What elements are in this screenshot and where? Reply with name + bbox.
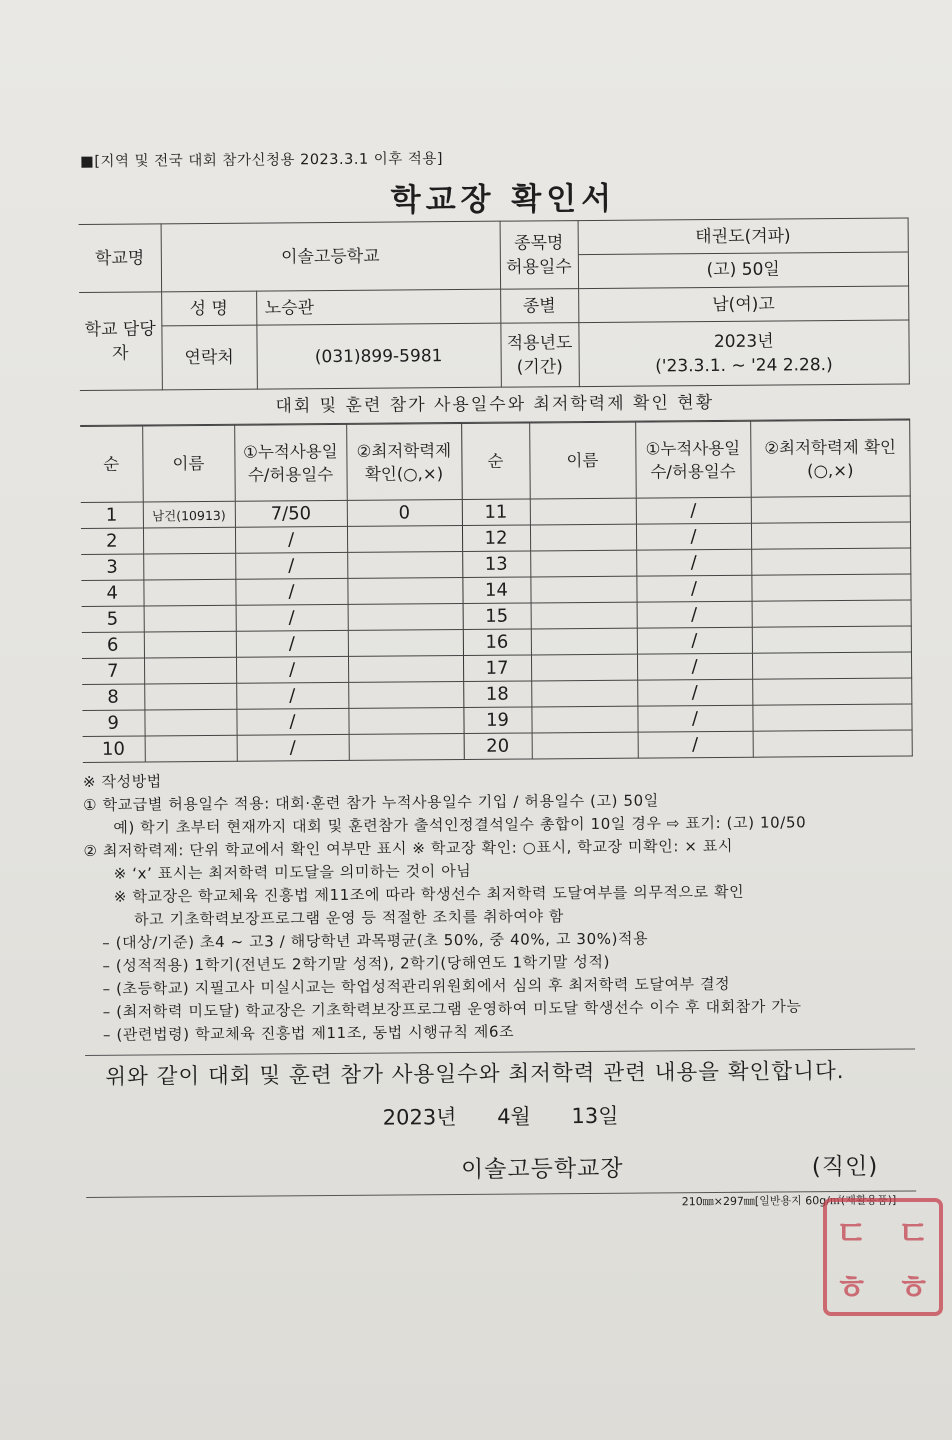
row-days-right: / (636, 575, 751, 602)
date-year: 2023년 (382, 1105, 457, 1130)
row-no-left: 8 (82, 684, 144, 710)
row-name-right (530, 550, 636, 577)
row-days-right: / (638, 731, 753, 758)
school-label: 학교명 (79, 224, 162, 293)
row-no-right: 20 (464, 733, 532, 760)
col-header-grade: ②최저학력제 확인(○,×) (346, 423, 462, 500)
row-days-right: / (637, 705, 752, 732)
row-days-right: / (637, 601, 752, 628)
guide-line: ※ 학교장은 학교체육 진흥법 제11조에 따라 학생선수 최저학력 도달여부를 의무적으로 확인 (113, 882, 745, 906)
event-value: 태권도(겨파) (578, 223, 908, 255)
row-no-right: 11 (462, 499, 530, 526)
name-label: 성 명 (161, 291, 256, 326)
row-no-right: 17 (463, 655, 531, 682)
row-name-right (532, 732, 638, 759)
contact-value: (031)899-5981 (256, 323, 501, 389)
guide-line: ① 학교급별 허용일수 적용: 대회·훈련 참가 누적사용일수 기입 / 허용일수 (고) 50일 (83, 791, 659, 814)
principal-text: 이솔고등학교장 (460, 1155, 624, 1184)
row-no-right: 19 (463, 707, 531, 734)
row-grade-left (348, 655, 463, 682)
row-days-right: / (636, 497, 751, 524)
principal-name (461, 1147, 916, 1184)
guide-line: ※ 작성방법 (82, 772, 162, 791)
row-days-left: / (236, 604, 348, 631)
header-note: ■[지역 및 전국 대회 참가신청용 2023.3.1 이후 적용] (80, 151, 444, 170)
row-grade-left (347, 525, 462, 552)
row-name-right (531, 602, 637, 629)
row-name-right (531, 628, 637, 655)
allowed-value: (고) 50일 (706, 259, 780, 281)
name-value: 노승관 (256, 289, 500, 325)
row-grade-right (752, 704, 912, 731)
guide-line: 하고 기초학력보장프로그램 운영 등 적절한 조치를 취하여야 함 (133, 907, 565, 929)
event-label: 종목명 (514, 232, 564, 254)
row-grade-right (751, 548, 911, 575)
row-days-left: 7/50 (235, 500, 347, 527)
row-name-right (531, 680, 637, 707)
row-name-right (531, 706, 637, 733)
category-value: 남(여)고 (578, 286, 909, 323)
school-value: 이솔고등학교 (161, 221, 501, 292)
row-days-left: / (236, 682, 348, 709)
official-seal-stamp: ㄷ ㄷ ㅎ ㅎ (823, 1198, 943, 1316)
row-grade-left (349, 733, 464, 760)
col-header-name: 이름 (142, 425, 235, 502)
row-no-left: 1 (81, 502, 143, 528)
row-days-right: / (637, 679, 752, 706)
row-days-left: / (236, 630, 348, 657)
section-title: 대회 및 훈련 참가 사용일수와 최저학력제 확인 현황 (80, 384, 910, 426)
guide-line: – (초등학교) 지필고사 미실시교는 학업성적관리위원회에서 심의 후 최저학력 도달여부 결정 (102, 974, 731, 998)
row-name-left: 남건(10913) (143, 501, 235, 528)
row-name-left (144, 631, 236, 658)
row-days-left: / (235, 552, 347, 579)
date-day: 13일 (571, 1103, 619, 1129)
row-name-right (530, 576, 636, 603)
issue-date (85, 1097, 915, 1134)
certificate-page (78, 143, 916, 1213)
row-name-left (143, 553, 235, 580)
row-name-left (144, 683, 236, 710)
row-no-left: 10 (83, 736, 145, 762)
col-header-grade: ②최저학력제 확인(○,×) (750, 420, 910, 497)
guide-line: – (관련법령) 학교체육 진흥법 제11조, 동법 시행규칙 제6조 (102, 1022, 515, 1044)
row-days-left: / (236, 708, 348, 735)
row-no-left: 6 (82, 632, 144, 658)
guide-line: – (성적적용) 1학기(전년도 2학기말 성적), 2학기(당해연도 1학기말 성적) (102, 952, 611, 975)
paper-spec-footer: 210㎜×297㎜[일반용지 60g/㎡(재활용품)] (86, 1190, 916, 1214)
row-no-left: 5 (82, 606, 144, 632)
row-grade-left (347, 551, 462, 578)
confirmation-text: 위와 같이 대회 및 훈련 참가 사용일수와 최저학력 관련 내용을 확인합니다. (85, 1048, 915, 1096)
row-days-left: / (235, 578, 347, 605)
table-row (83, 730, 913, 763)
row-name-left (143, 527, 235, 554)
category-label: 종별 (500, 289, 578, 324)
row-days-right: / (636, 549, 751, 576)
guide-line: ※ ‘x’ 표시는 최저학력 미도달을 의미하는 것이 아님 (113, 861, 472, 883)
row-grade-right (752, 600, 912, 627)
row-no-left: 4 (81, 580, 143, 606)
event-allowed-values (578, 218, 909, 289)
row-grade-right (751, 574, 911, 601)
contact-label: 연락처 (161, 325, 256, 390)
row-no-left: 9 (82, 710, 144, 736)
seal-label: (직인) (811, 1153, 879, 1181)
row-no-left: 3 (81, 554, 143, 580)
col-header-days: ①누적사용일수/허용일수 (234, 424, 347, 501)
col-header-no: 순 (461, 423, 530, 500)
writing-guide (83, 764, 915, 1047)
status-table (80, 419, 913, 763)
row-no-right: 18 (463, 681, 531, 708)
school-info-table (79, 217, 911, 426)
document-title: 학교장 확인서 (390, 180, 617, 219)
row-days-left: / (236, 656, 348, 683)
row-name-right (531, 654, 637, 681)
row-grade-left: 0 (347, 499, 462, 526)
row-no-right: 13 (462, 551, 530, 578)
guide-line: 예) 학기 초부터 현재까지 대회 및 훈련참가 출석인정결석일수 총합이 10일 경우 ⇨ 표기: (고) 10/50 (113, 813, 807, 837)
row-grade-right (752, 678, 912, 705)
guide-line: ② 최저학력제: 단위 학교에서 확인 여부만 표시 ※ 학교장 확인: ○표시, 학교장 미확인: × 표시 (83, 836, 734, 860)
row-days-right: / (637, 627, 752, 654)
row-days-left: / (235, 526, 347, 553)
row-grade-right (751, 496, 911, 523)
row-name-right (530, 524, 636, 551)
year-label: 적용년도 (기간) (500, 323, 579, 388)
row-days-left: / (237, 734, 349, 761)
allowed-label: 허용일수 (506, 256, 572, 278)
manager-label: 학교 담당자 (79, 292, 162, 391)
year-period-cell (578, 320, 909, 387)
row-grade-left (347, 577, 462, 604)
row-grade-left (348, 629, 463, 656)
row-grade-left (348, 681, 463, 708)
guide-line: – (대상/기준) 초4 ~ 고3 / 해당학년 과목평균(초 50%, 중 40%, 고 30%)적용 (102, 929, 649, 952)
row-grade-left (348, 603, 463, 630)
row-grade-right (751, 522, 911, 549)
row-no-right: 14 (462, 577, 530, 604)
row-no-right: 16 (463, 629, 531, 656)
row-days-right: / (637, 653, 752, 680)
date-month: 4월 (497, 1104, 531, 1129)
guide-line: – (최저학력 미도달) 학교장은 기초학력보장프로그램 운영하여 미도달 학생선수 이수 후 대회참가 가능 (102, 997, 802, 1021)
row-name-left (144, 605, 236, 632)
period-value: ('23.3.1. ~ '24 2.28.) (655, 354, 833, 376)
row-name-left (143, 579, 235, 606)
year-value: 2023년 (713, 331, 774, 352)
row-grade-right (752, 626, 912, 653)
row-no-left: 2 (81, 528, 143, 554)
row-name-left (144, 657, 236, 684)
row-name-right (530, 498, 636, 525)
event-allowed-labels (500, 221, 579, 290)
row-no-right: 15 (463, 603, 531, 630)
col-header-name: 이름 (529, 422, 636, 499)
row-grade-right (752, 652, 912, 679)
row-name-left (144, 709, 236, 736)
col-header-no: 순 (80, 426, 143, 502)
row-no-right: 12 (462, 525, 530, 552)
row-grade-left (348, 707, 463, 734)
status-rows (81, 496, 913, 763)
row-name-left (145, 735, 237, 762)
row-grade-right (753, 730, 913, 757)
col-header-days: ①누적사용일수/허용일수 (635, 421, 751, 498)
row-no-left: 7 (82, 658, 144, 684)
row-days-right: / (636, 523, 751, 550)
